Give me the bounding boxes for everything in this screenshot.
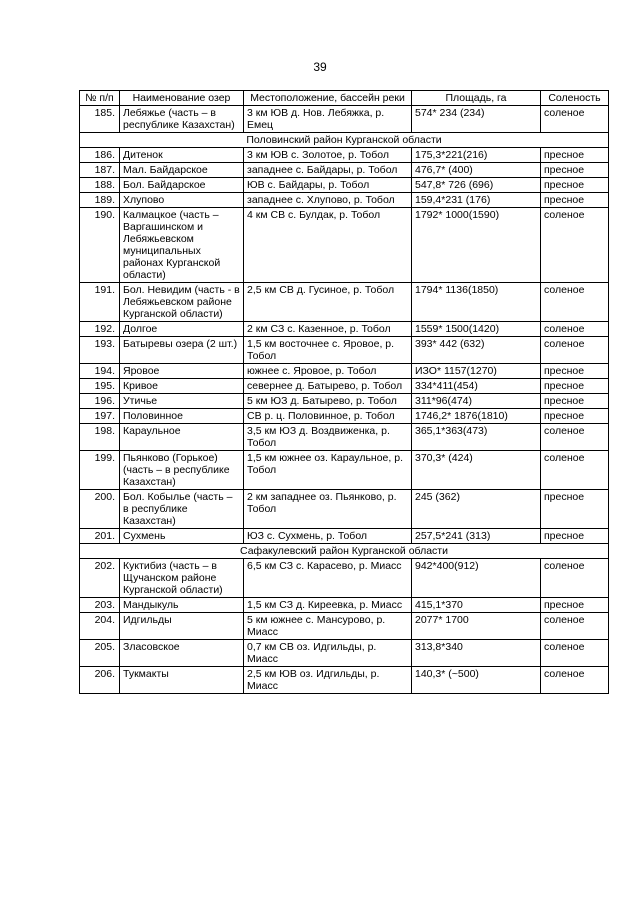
table-row bbox=[80, 208, 609, 283]
header-salinity: Соленость bbox=[541, 91, 609, 106]
table-row bbox=[80, 193, 609, 208]
cell-num: 197. bbox=[80, 409, 120, 424]
table-row bbox=[80, 424, 609, 451]
cell-area: 574* 234 (234) bbox=[412, 106, 541, 133]
table-row bbox=[80, 598, 609, 613]
cell-num: 198. bbox=[80, 424, 120, 451]
table-row bbox=[80, 106, 609, 133]
table-row bbox=[80, 409, 609, 424]
cell-name: Бол. Невидим (часть - в Лебяжьевском районе Курганской области) bbox=[120, 283, 244, 322]
cell-salinity: пресное bbox=[541, 148, 609, 163]
cell-salinity: пресное bbox=[541, 409, 609, 424]
cell-area: 476,7* (400) bbox=[412, 163, 541, 178]
cell-num: 196. bbox=[80, 394, 120, 409]
cell-salinity: соленое bbox=[541, 424, 609, 451]
section-title: Половинский район Курганской области bbox=[80, 133, 609, 148]
cell-location: 3,5 км ЮЗ д. Воздвиженка, р. Тобол bbox=[244, 424, 412, 451]
cell-num: 204. bbox=[80, 613, 120, 640]
cell-name: Бол. Байдарское bbox=[120, 178, 244, 193]
cell-num: 186. bbox=[80, 148, 120, 163]
cell-num: 185. bbox=[80, 106, 120, 133]
table-row bbox=[80, 337, 609, 364]
cell-location: южнее с. Яровое, р. Тобол bbox=[244, 364, 412, 379]
cell-num: 190. bbox=[80, 208, 120, 283]
cell-location: 2 км СЗ с. Казенное, р. Тобол bbox=[244, 322, 412, 337]
cell-salinity: соленое bbox=[541, 322, 609, 337]
cell-area: 393* 442 (632) bbox=[412, 337, 541, 364]
page-number: 39 bbox=[313, 60, 327, 74]
cell-name: Яровое bbox=[120, 364, 244, 379]
cell-area: 1746,2* 1876(1810) bbox=[412, 409, 541, 424]
cell-location: 2,5 км ЮВ оз. Идгильды, р. Миасс bbox=[244, 667, 412, 694]
cell-num: 205. bbox=[80, 640, 120, 667]
cell-name: Тукмакты bbox=[120, 667, 244, 694]
cell-area: 257,5*241 (313) bbox=[412, 529, 541, 544]
cell-location: 4 км СВ с. Булдак, р. Тобол bbox=[244, 208, 412, 283]
lakes-table bbox=[79, 90, 609, 694]
cell-num: 189. bbox=[80, 193, 120, 208]
header-name: Наименование озер bbox=[120, 91, 244, 106]
section-row bbox=[80, 544, 609, 559]
cell-name: Мандыкуль bbox=[120, 598, 244, 613]
cell-name: Зласовское bbox=[120, 640, 244, 667]
cell-num: 194. bbox=[80, 364, 120, 379]
cell-name: Утичье bbox=[120, 394, 244, 409]
cell-area: 140,3* (~500) bbox=[412, 667, 541, 694]
table-row bbox=[80, 163, 609, 178]
cell-salinity: пресное bbox=[541, 490, 609, 529]
cell-area: 2077* 1700 bbox=[412, 613, 541, 640]
cell-area: 415,1*370 bbox=[412, 598, 541, 613]
cell-salinity: пресное bbox=[541, 598, 609, 613]
cell-location: 3 км ЮВ д. Нов. Лебяжка, р. Емец bbox=[244, 106, 412, 133]
cell-name: Идгильды bbox=[120, 613, 244, 640]
table-row bbox=[80, 640, 609, 667]
cell-area: 159,4*231 (176) bbox=[412, 193, 541, 208]
cell-name: Сухмень bbox=[120, 529, 244, 544]
table-row bbox=[80, 394, 609, 409]
cell-location: 0,7 км СВ оз. Идгильды, р. Миасс bbox=[244, 640, 412, 667]
cell-num: 192. bbox=[80, 322, 120, 337]
cell-num: 202. bbox=[80, 559, 120, 598]
cell-name: Половинное bbox=[120, 409, 244, 424]
cell-location: 1,5 км южнее оз. Караульное, р. Тобол bbox=[244, 451, 412, 490]
cell-location: 2 км западнее оз. Пьянково, р. Тобол bbox=[244, 490, 412, 529]
cell-location: СВ р. ц. Половинное, р. Тобол bbox=[244, 409, 412, 424]
table-row bbox=[80, 667, 609, 694]
cell-salinity: пресное bbox=[541, 193, 609, 208]
cell-salinity: соленое bbox=[541, 337, 609, 364]
cell-name: Куктибиз (часть – в Щучанском районе Курганской области) bbox=[120, 559, 244, 598]
cell-area: 1792* 1000(1590) bbox=[412, 208, 541, 283]
header-area: Площадь, га bbox=[412, 91, 541, 106]
cell-num: 188. bbox=[80, 178, 120, 193]
cell-num: 206. bbox=[80, 667, 120, 694]
cell-name: Кривое bbox=[120, 379, 244, 394]
cell-area: ИЗО* 1157(1270) bbox=[412, 364, 541, 379]
cell-name: Бол. Кобылье (часть – в республике Казахстан) bbox=[120, 490, 244, 529]
cell-area: 311*96(474) bbox=[412, 394, 541, 409]
cell-location: 5 км ЮЗ д. Батырево, р. Тобол bbox=[244, 394, 412, 409]
cell-name: Дитенок bbox=[120, 148, 244, 163]
table-row bbox=[80, 178, 609, 193]
cell-salinity: пресное bbox=[541, 394, 609, 409]
cell-location: 3 км ЮВ с. Золотое, р. Тобол bbox=[244, 148, 412, 163]
cell-location: западнее с. Байдары, р. Тобол bbox=[244, 163, 412, 178]
cell-num: 195. bbox=[80, 379, 120, 394]
cell-salinity: соленое bbox=[541, 640, 609, 667]
table-row bbox=[80, 148, 609, 163]
cell-num: 201. bbox=[80, 529, 120, 544]
cell-location: 1,5 км восточнее с. Яровое, р. Тобол bbox=[244, 337, 412, 364]
cell-salinity: соленое bbox=[541, 613, 609, 640]
table-row bbox=[80, 529, 609, 544]
table-row bbox=[80, 559, 609, 598]
cell-num: 203. bbox=[80, 598, 120, 613]
cell-area: 1794* 1136(1850) bbox=[412, 283, 541, 322]
cell-location: западнее с. Хлупово, р. Тобол bbox=[244, 193, 412, 208]
table-row bbox=[80, 451, 609, 490]
table-row bbox=[80, 379, 609, 394]
cell-name: Батыревы озера (2 шт.) bbox=[120, 337, 244, 364]
cell-area: 175,3*221(216) bbox=[412, 148, 541, 163]
cell-area: 1559* 1500(1420) bbox=[412, 322, 541, 337]
cell-location: 5 км южнее с. Мансурово, р. Миасс bbox=[244, 613, 412, 640]
table-row bbox=[80, 283, 609, 322]
header-num: № п/п bbox=[80, 91, 120, 106]
cell-salinity: пресное bbox=[541, 364, 609, 379]
cell-area: 370,3* (424) bbox=[412, 451, 541, 490]
cell-salinity: соленое bbox=[541, 559, 609, 598]
cell-salinity: соленое bbox=[541, 451, 609, 490]
cell-salinity: пресное bbox=[541, 178, 609, 193]
cell-name: Долгое bbox=[120, 322, 244, 337]
cell-num: 200. bbox=[80, 490, 120, 529]
cell-salinity: соленое bbox=[541, 283, 609, 322]
cell-salinity: соленое bbox=[541, 667, 609, 694]
cell-name: Караульное bbox=[120, 424, 244, 451]
cell-location: ЮВ с. Байдары, р. Тобол bbox=[244, 178, 412, 193]
cell-salinity: соленое bbox=[541, 106, 609, 133]
table-row bbox=[80, 490, 609, 529]
cell-location: севернее д. Батырево, р. Тобол bbox=[244, 379, 412, 394]
cell-location: ЮЗ с. Сухмень, р. Тобол bbox=[244, 529, 412, 544]
cell-name: Калмацкое (часть – Варгашинском и Лебяжьевском муниципальных районах Курганской области) bbox=[120, 208, 244, 283]
cell-area: 245 (362) bbox=[412, 490, 541, 529]
cell-num: 193. bbox=[80, 337, 120, 364]
cell-name: Мал. Байдарское bbox=[120, 163, 244, 178]
cell-location: 6,5 км СЗ с. Карасево, р. Миасс bbox=[244, 559, 412, 598]
section-title: Сафакулевский район Курганской области bbox=[80, 544, 609, 559]
cell-location: 2,5 км СВ д. Гусиное, р. Тобол bbox=[244, 283, 412, 322]
cell-salinity: соленое bbox=[541, 208, 609, 283]
table-body bbox=[80, 106, 609, 694]
table-header-row bbox=[80, 91, 609, 106]
cell-num: 199. bbox=[80, 451, 120, 490]
cell-name: Хлупово bbox=[120, 193, 244, 208]
cell-area: 365,1*363(473) bbox=[412, 424, 541, 451]
cell-salinity: пресное bbox=[541, 379, 609, 394]
cell-area: 334*411(454) bbox=[412, 379, 541, 394]
cell-area: 942*400(912) bbox=[412, 559, 541, 598]
table-row bbox=[80, 613, 609, 640]
cell-name: Пьянково (Горькое) (часть – в республике Казахстан) bbox=[120, 451, 244, 490]
cell-location: 1,5 км СЗ д. Киреевка, р. Миасс bbox=[244, 598, 412, 613]
cell-num: 187. bbox=[80, 163, 120, 178]
table-row bbox=[80, 322, 609, 337]
cell-area: 313,8*340 bbox=[412, 640, 541, 667]
cell-salinity: пресное bbox=[541, 529, 609, 544]
header-location: Местоположение, бассейн реки bbox=[244, 91, 412, 106]
section-row bbox=[80, 133, 609, 148]
cell-area: 547,8* 726 (696) bbox=[412, 178, 541, 193]
cell-num: 191. bbox=[80, 283, 120, 322]
table-row bbox=[80, 364, 609, 379]
cell-name: Лебяжье (часть – в республике Казахстан) bbox=[120, 106, 244, 133]
cell-salinity: пресное bbox=[541, 163, 609, 178]
